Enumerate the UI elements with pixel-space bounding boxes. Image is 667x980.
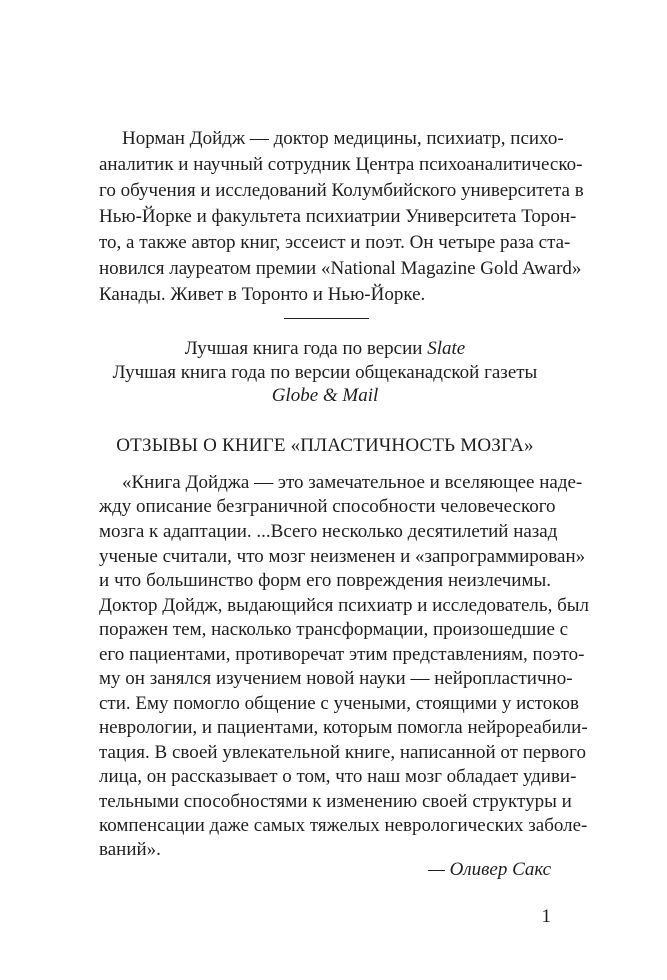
quote-line: тация. В своей увлекательной книге, написанной от первого bbox=[99, 742, 586, 763]
quote-line: компенсации даже самых тяжелых неврологических заболе- bbox=[99, 815, 588, 836]
quote-line: сти. Ему помогло общение с учеными, стоящими у истоков bbox=[99, 693, 579, 714]
bio-line: Нью-Йорке и факультета психиатрии Университета Торон- bbox=[99, 206, 577, 227]
reviews-heading: ОТЗЫВЫ О КНИГЕ «ПЛАСТИЧНОСТЬ МОЗГА» bbox=[116, 435, 534, 456]
quote-line: неврологии, и пациентами, которым помогла нейрореабили- bbox=[99, 717, 588, 738]
quote-line: ваний». bbox=[99, 839, 161, 860]
quote-line: тельными способностями к изменению своей структуры и bbox=[99, 791, 572, 812]
quote-line: Доктор Дойдж, выдающийся психиатр и исследователь, был bbox=[99, 595, 589, 616]
award-line: Лучшая книга года по версии общеканадской газеты bbox=[112, 362, 538, 383]
quote-line: поражен тем, насколько трансформации, произошедшие с bbox=[99, 619, 569, 640]
quote-attribution: — Оливер Сакс bbox=[428, 859, 551, 880]
quote-line: мозга к адаптации. ...Всего несколько десятилетий назад bbox=[99, 521, 558, 542]
section-divider bbox=[284, 318, 369, 319]
bio-line: го обучения и исследований Колумбийского университета в bbox=[99, 180, 584, 201]
quote-line: ученые считали, что мозг неизменен и «запрограммирован» bbox=[99, 546, 586, 567]
page-number: 1 bbox=[541, 906, 551, 927]
quote-line: жду описание безграничной способности человеческого bbox=[99, 496, 556, 517]
quote-line: му он занялся изучением новой науки — нейропластично- bbox=[99, 668, 573, 689]
award-line bbox=[99, 337, 551, 360]
quote-line: его пациентами, противоречат этим представлениям, поэто- bbox=[99, 644, 585, 665]
quote-line: лица, он рассказывает о том, что наш мозг обладает удиви- bbox=[99, 766, 577, 787]
bio-line: Канады. Живет в Торонто и Нью-Йорке. bbox=[99, 284, 426, 305]
bio-line: то, а также автор книг, эссеист и поэт. Он четыре раза ста- bbox=[99, 232, 571, 253]
bio-line: аналитик и научный сотрудник Центра психоаналитическо- bbox=[99, 154, 583, 175]
bio-line: новился лауреатом премии «National Magazine Gold Award» bbox=[99, 258, 582, 279]
award-source: Slate bbox=[427, 338, 466, 359]
bio-line: Норман Дойдж — доктор медицины, психиатр, психо- bbox=[122, 128, 564, 149]
award-source: Globe & Mail bbox=[271, 385, 379, 406]
award-text: Лучшая книга года по версии bbox=[184, 338, 428, 359]
quote-line: и что большинство форм его повреждения неизлечимы. bbox=[99, 570, 551, 591]
quote-line: «Книга Дойджа — это замечательное и вселяющее наде- bbox=[122, 472, 583, 493]
